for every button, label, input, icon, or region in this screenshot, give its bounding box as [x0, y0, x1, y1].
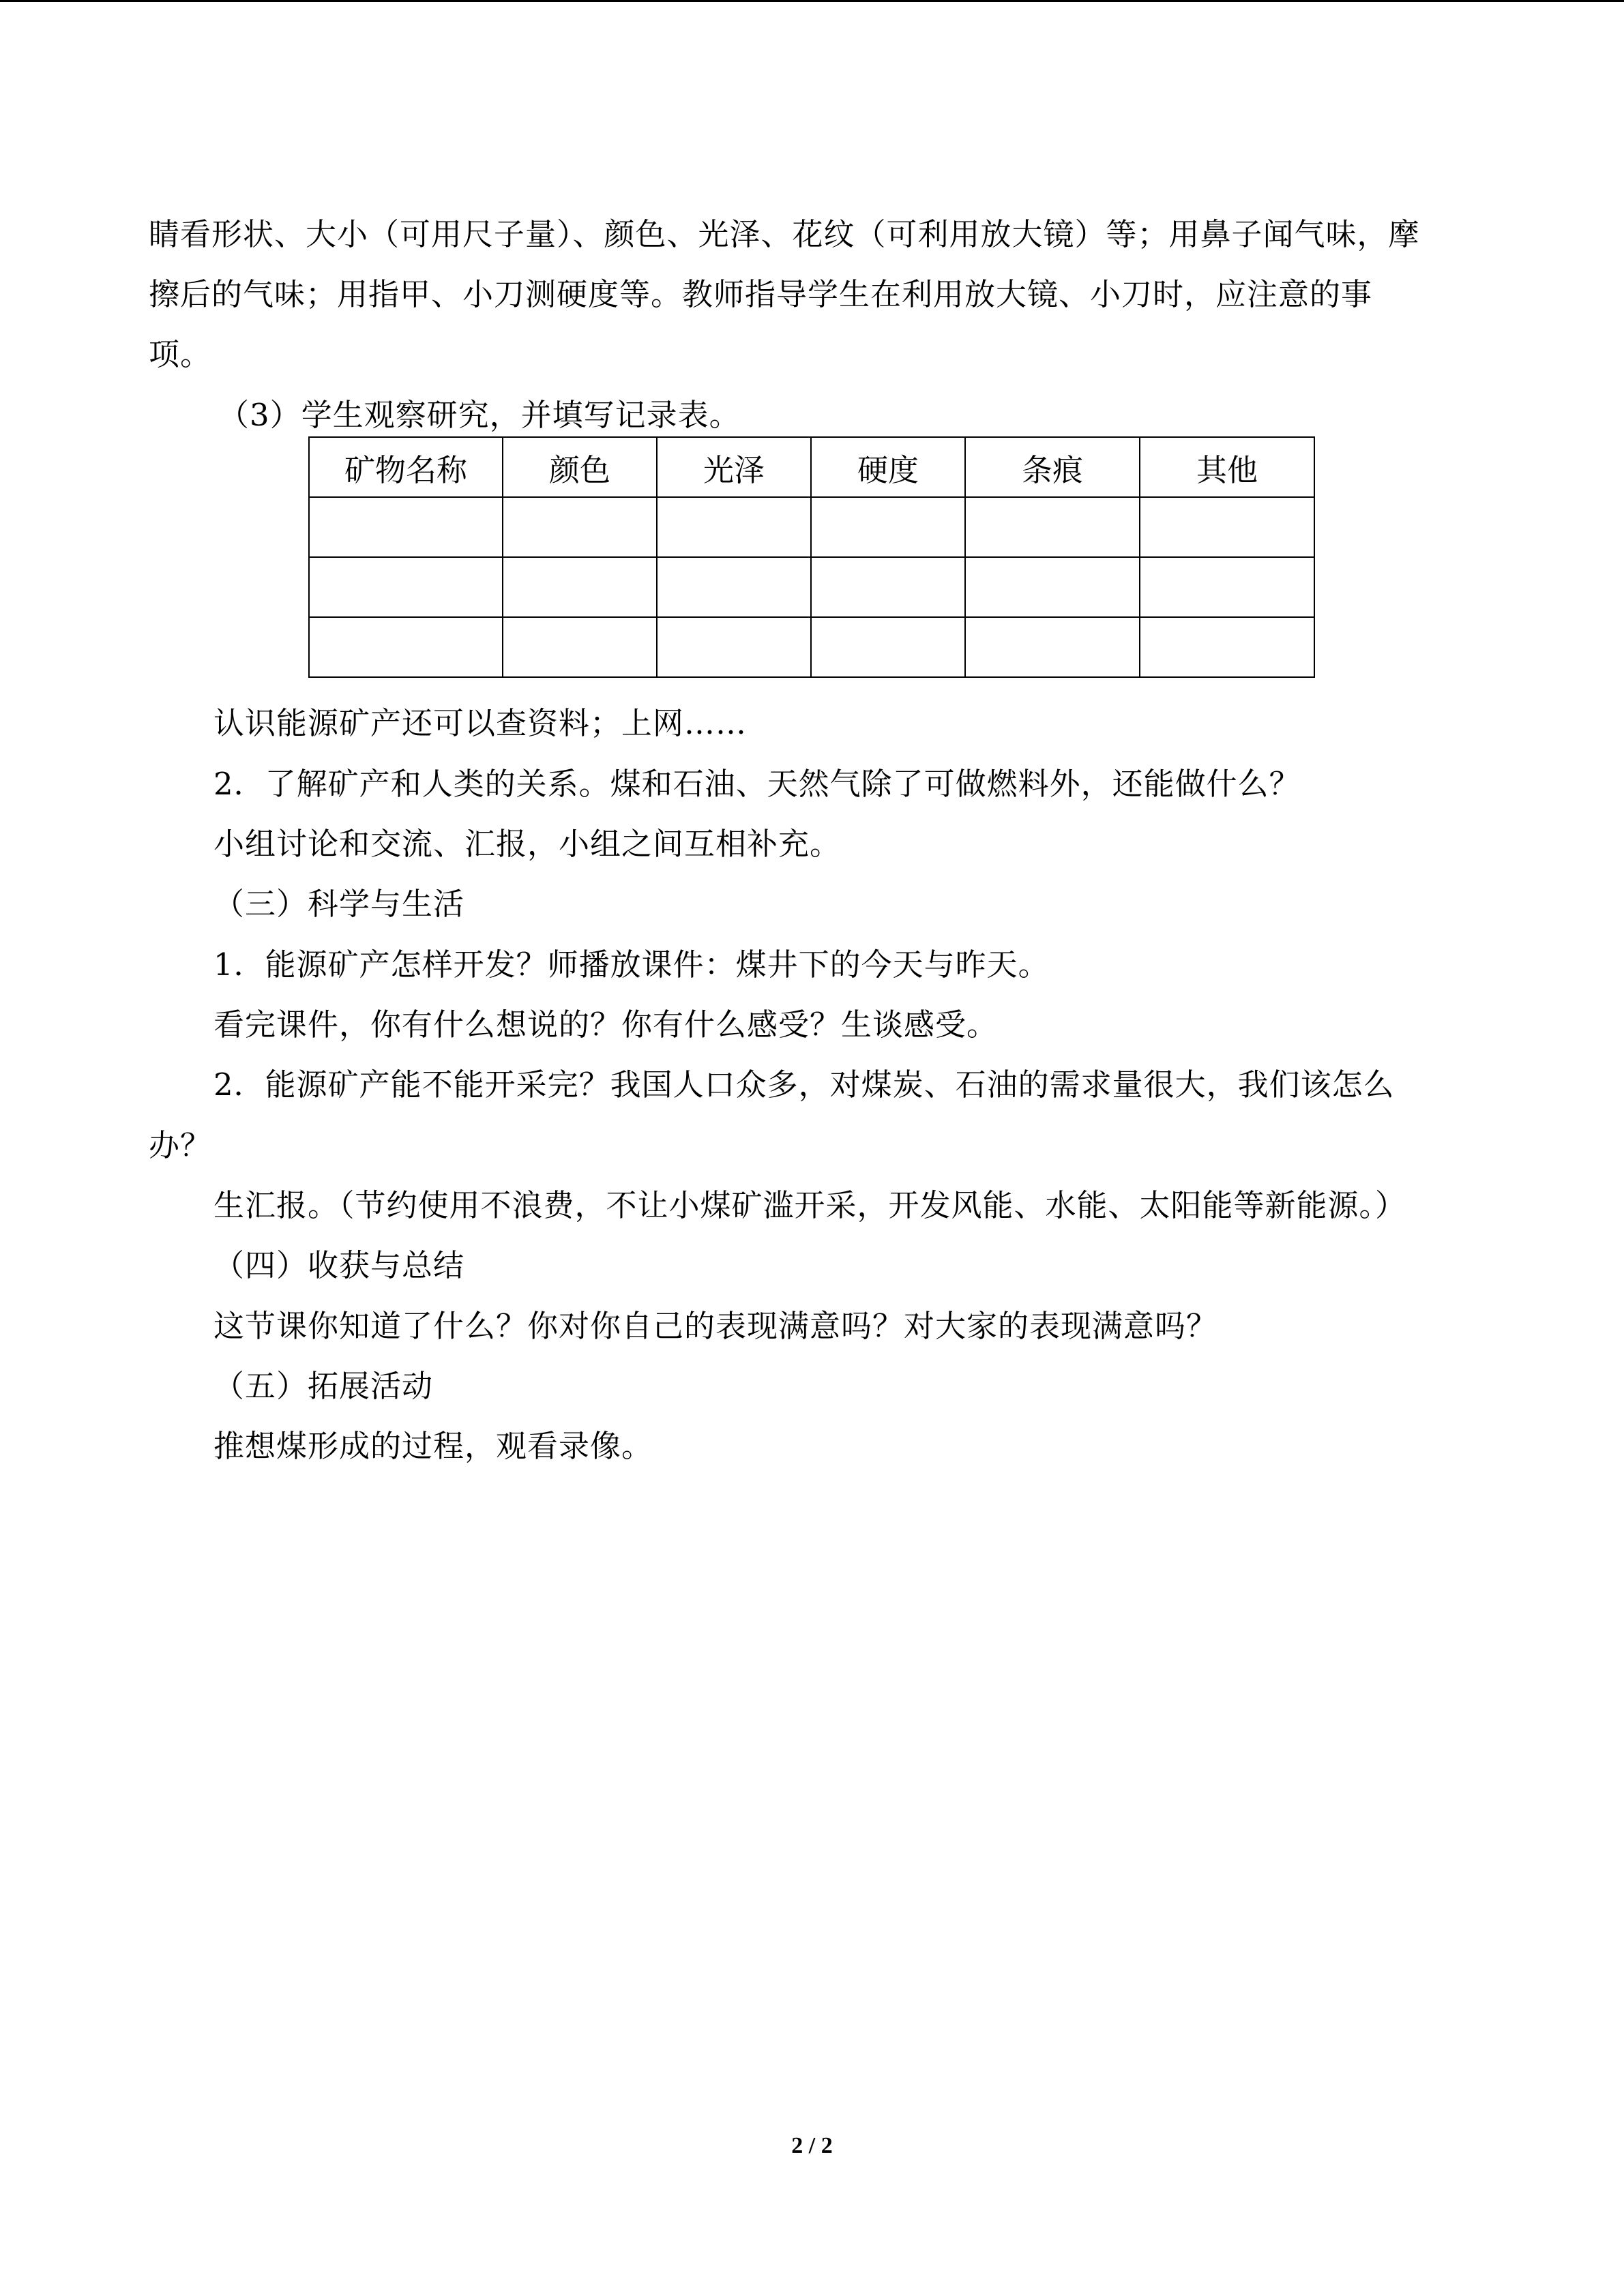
section-heading-summary: （四）收获与总结 — [213, 1247, 465, 1283]
table-row — [309, 497, 1314, 557]
table-cell[interactable] — [503, 557, 657, 617]
paragraph-energy-development: 1．能源矿产怎样开发？师播放课件：煤井下的今天与昨天。 — [213, 946, 1050, 983]
paragraph-summary-questions: 这节课你知道了什么？你对你自己的表现满意吗？对大家的表现满意吗？ — [213, 1308, 1218, 1344]
paragraph-observe-methods-line3: 项。 — [149, 336, 212, 372]
table-cell[interactable] — [309, 497, 503, 557]
paragraph-observe-methods-line1: 睛看形状、大小（可用尺子量）、颜色、光泽、花纹（可利用放大镜）等；用鼻子闻气味，摩 — [149, 216, 1420, 252]
paragraph-student-report: 生汇报。（节约使用不浪费，不让小煤矿滥开采，开发风能、水能、太阳能等新能源。） — [213, 1187, 1407, 1223]
header-hardness: 硬度 — [811, 437, 965, 497]
section-heading-extension: （五）拓展活动 — [213, 1368, 434, 1404]
table-cell[interactable] — [503, 497, 657, 557]
top-border-line — [0, 0, 1624, 2]
header-mineral-name: 矿物名称 — [309, 437, 503, 497]
paragraph-observe-methods-line2: 擦后的气味；用指甲、小刀测硬度等。教师指导学生在利用放大镜、小刀时，应注意的事 — [149, 276, 1373, 312]
table-cell[interactable] — [1140, 617, 1314, 677]
section-heading-science-life: （三）科学与生活 — [213, 886, 465, 922]
paragraph-record-instruction: （3）学生观察研究，并填写记录表。 — [218, 397, 741, 433]
header-luster: 光泽 — [657, 437, 811, 497]
paragraph-coal-formation: 推想煤形成的过程，观看录像。 — [213, 1428, 653, 1464]
table-cell[interactable] — [965, 497, 1140, 557]
table-cell[interactable] — [811, 557, 965, 617]
table-row — [309, 557, 1314, 617]
paragraph-energy-exhaustion-line2: 办？ — [149, 1127, 212, 1163]
table-cell[interactable] — [811, 617, 965, 677]
table-cell[interactable] — [965, 557, 1140, 617]
record-table — [308, 436, 1315, 678]
table-cell[interactable] — [965, 617, 1140, 677]
header-streak: 条痕 — [965, 437, 1140, 497]
table-row — [309, 617, 1314, 677]
table-cell[interactable] — [811, 497, 965, 557]
table-cell[interactable] — [309, 557, 503, 617]
paragraph-mineral-relation: 2．了解矿产和人类的关系。煤和石油、天然气除了可做燃料外，还能做什么？ — [213, 766, 1301, 802]
page-indicator: 2 / 2 — [791, 2133, 833, 2158]
table-cell[interactable] — [1140, 497, 1314, 557]
paragraph-research-sources: 认识能源矿产还可以查资料；上网…… — [213, 705, 748, 741]
header-color: 颜色 — [503, 437, 657, 497]
paragraph-after-courseware: 看完课件，你有什么想说的？你有什么感受？生谈感受。 — [213, 1007, 999, 1043]
paragraph-energy-exhaustion-line1: 2．能源矿产能不能开采完？我国人口众多，对煤炭、石油的需求量很大，我们该怎么 — [213, 1067, 1395, 1103]
table-cell[interactable] — [657, 497, 811, 557]
header-other: 其他 — [1140, 437, 1314, 497]
table-cell[interactable] — [657, 557, 811, 617]
table-cell[interactable] — [657, 617, 811, 677]
table-cell[interactable] — [309, 617, 503, 677]
paragraph-group-discussion: 小组讨论和交流、汇报，小组之间互相补充。 — [213, 826, 842, 862]
table-cell[interactable] — [1140, 557, 1314, 617]
table-cell[interactable] — [503, 617, 657, 677]
table-header-row — [309, 437, 1314, 497]
